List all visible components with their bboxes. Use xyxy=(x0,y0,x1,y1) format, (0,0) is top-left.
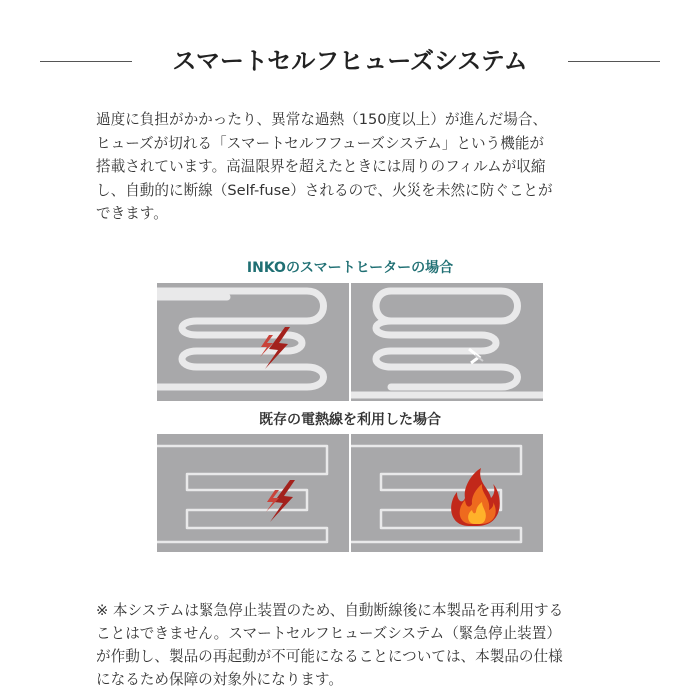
note-line: が作動し、製品の再起動が不可能になることについては、本製品の仕様 xyxy=(96,648,563,665)
intro-line: 過度に負担がかかったり、異常な過熱（150度以上）が進んだ場合、 xyxy=(96,111,548,128)
inko-trace-illustration xyxy=(157,283,349,401)
inko-panel-spark xyxy=(157,283,349,401)
inko-panel-fused xyxy=(351,283,543,401)
existing-panel-spark xyxy=(157,434,349,552)
disclaimer-note xyxy=(96,599,636,691)
fire-icon xyxy=(451,468,500,526)
note-line: ※ 本システムは緊急停止装置のため、自動断線後に本製品を再利用する xyxy=(96,602,564,619)
page-title: スマートセルフヒューズシステム xyxy=(172,47,528,75)
inko-heater-caption: INKOのスマートヒーターの場合 xyxy=(246,260,454,276)
intro-line: ヒューズが切れる「スマートセルフフューズシステム」という機能が xyxy=(96,134,545,152)
intro-line: できます。 xyxy=(96,205,168,222)
intro-line: 搭載されています。高温限界を超えたときには周りのフィルムが収縮 xyxy=(96,158,546,175)
header-divider-right xyxy=(568,61,660,62)
note-line: ことはできません。スマートセルフヒューズシステム（緊急停止装置） xyxy=(96,625,561,642)
note-line: になるため保障の対象外になります。 xyxy=(96,671,343,688)
existing-wire-caption: 既存の電熱線を利用した場合 xyxy=(259,412,441,428)
intro-line: し、自動的に断線（Self-fuse）されるので、火災を未然に防ぐことが xyxy=(96,181,553,199)
header-divider-left xyxy=(40,61,132,62)
inko-trace-fused-illustration xyxy=(351,283,543,401)
existing-wire-illustration xyxy=(157,434,349,552)
existing-panel-fire xyxy=(351,434,543,552)
intro-paragraph xyxy=(96,108,616,226)
section-header xyxy=(0,38,700,84)
lightning-icon xyxy=(266,480,295,522)
existing-wire-fire-illustration xyxy=(351,434,543,552)
